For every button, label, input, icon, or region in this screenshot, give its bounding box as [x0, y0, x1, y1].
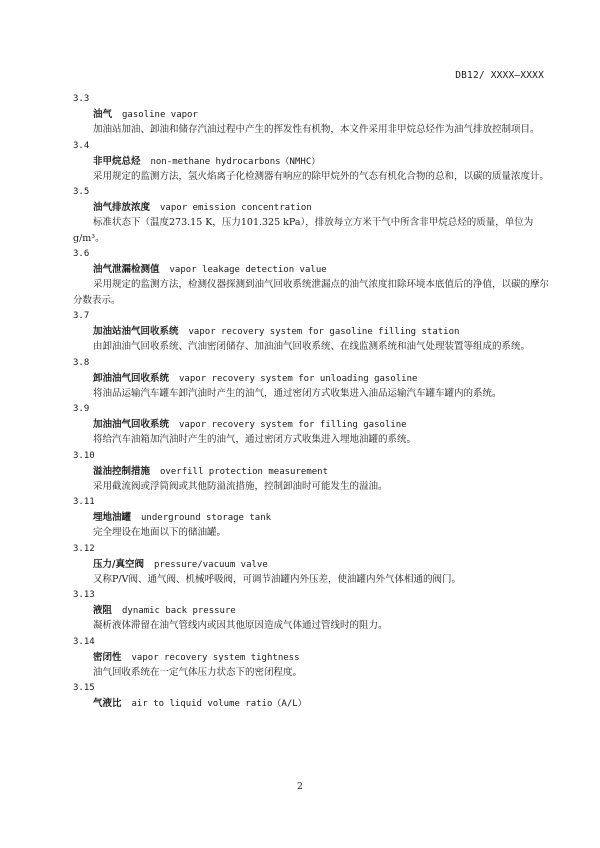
term-definition: 采用规定的监测方法，氢火焰离子化检测器有响应的除甲烷外的气态有机化合物的总和，以碳的质量浓度计。 [93, 170, 550, 182]
term-line [73, 417, 553, 432]
clause-number: 3.11 [73, 497, 95, 507]
term-english: overfill protection measurement [160, 466, 328, 477]
term-chinese: 液阻 [93, 605, 113, 616]
term-definition: 由卸油油气回收系统、汽油密闭储存、加油油气回收系统、在线监测系统和油气处理装置等组成的系统。 [93, 341, 531, 352]
clause-number: 3.10 [73, 450, 95, 461]
term-definition: 加油站加油、卸油和储存汽油过程中产生的挥发性有机物，本文件采用非甲烷总烃作为油气排放控制项目。 [93, 124, 540, 135]
term-english: non-methane hydrocarbons（NMHC） [150, 156, 321, 167]
definition-entry [73, 139, 553, 185]
definitions-section [73, 92, 553, 711]
term-chinese: 油气泄漏检测值 [93, 264, 160, 275]
definition-entry [73, 635, 553, 681]
clause-number: 3.13 [73, 590, 95, 600]
term-definition: 完全埋设在地面以下的储油罐。 [93, 527, 227, 538]
term-line [73, 324, 553, 339]
term-line [73, 154, 553, 169]
page-number: 2 [297, 782, 303, 792]
clause-number: 3.14 [73, 636, 95, 647]
term-line [73, 650, 553, 665]
term-english: vapor recovery system for filling gasoline [179, 420, 407, 430]
term-definition: 采用截流阀或浮筒阀或其他防溢流措施，控制卸油时可能发生的溢油。 [93, 480, 388, 492]
term-definition: 将给汽车油箱加汽油时产生的油气，通过密闭方式收集进入埋地油罐的系统。 [93, 434, 417, 445]
term-definition: 凝析液体滞留在油气管线内或因其他原因造成气体通过管线时的阻力。 [93, 620, 388, 631]
term-english: vapor recovery system for unloading gasoline [179, 373, 418, 384]
term-chinese: 加油油气回收系统 [93, 419, 170, 430]
term-chinese: 埋地油罐 [93, 512, 132, 523]
term-chinese: 气液比 [93, 698, 122, 709]
clause-number: 3.4 [73, 140, 90, 151]
clause-number: 3.8 [73, 357, 90, 368]
definition-entry [73, 185, 553, 246]
term-line [73, 107, 553, 122]
term-line [73, 603, 553, 618]
clause-number: 3.15 [73, 683, 95, 693]
term-line [73, 371, 553, 386]
term-line [73, 464, 553, 479]
definition-entry [73, 449, 553, 495]
term-definition: 又称P/V阀、通气阀、机械呼吸阀，可调节油罐内外压差，使油罐内外气体相通的阀门。 [93, 573, 461, 585]
term-chinese: 压力/真空阀 [93, 558, 144, 570]
term-english: dynamic back pressure [122, 606, 236, 616]
definition-entry [73, 402, 553, 448]
term-line [73, 262, 553, 277]
definition-entry [73, 588, 553, 634]
clause-number: 3.12 [73, 543, 95, 554]
term-english: vapor emission concentration [160, 203, 312, 213]
term-english: vapor recovery system tightness [131, 652, 300, 663]
term-line [73, 696, 553, 711]
definition-entry [73, 495, 553, 541]
term-english: pressure/vacuum valve [153, 559, 268, 570]
term-chinese: 非甲烷总烃 [93, 155, 141, 167]
clause-number: 3.9 [73, 404, 90, 414]
term-english: vapor recovery system for gasoline filling station [188, 327, 460, 337]
term-line [73, 200, 553, 215]
term-definition: 油气回收系统在一定气体压力状态下的密闭程度。 [93, 666, 303, 678]
term-chinese: 加油站油气回收系统 [93, 326, 179, 337]
definition-entry [73, 681, 553, 711]
definition-entry [73, 542, 553, 588]
clause-number: 3.6 [73, 249, 90, 259]
term-chinese: 密闭性 [93, 651, 122, 663]
document-code-header: DB12/ XXXX—XXXX [455, 70, 544, 81]
term-line [73, 557, 553, 572]
term-chinese: 卸油油气回收系统 [93, 372, 170, 384]
term-chinese: 油气 [93, 109, 113, 120]
term-english: air to liquid volume ratio（A/L） [131, 699, 307, 709]
term-chinese: 溢油控制措施 [93, 465, 151, 477]
term-chinese: 油气排放浓度 [93, 202, 151, 213]
term-line [73, 510, 553, 525]
term-definition: 将油品运输汽车罐车卸汽油时产生的油气，通过密闭方式收集进入油品运输汽车罐车罐内的系统。 [93, 387, 502, 399]
term-definition: 采用规定的监测方法，检测仪器探测到油气回收系统泄漏点的油气浓度扣除环境本底值后的净值，以碳的摩尔分数表示。 [73, 279, 550, 306]
term-english: vapor leakage detection value [169, 265, 327, 275]
definition-entry [73, 247, 553, 308]
term-english: underground storage tank [141, 513, 272, 523]
definition-entry [73, 356, 553, 402]
definition-entry [73, 309, 553, 355]
clause-number: 3.5 [73, 187, 90, 197]
term-definition: 标准状态下（温度273.15 K，压力101.325 kPa），排放每立方米干气中所含非甲烷总烃的质量，单位为g/m³。 [73, 217, 534, 244]
definition-entry [73, 92, 553, 138]
term-english: gasoline vapor [122, 110, 198, 120]
clause-number: 3.3 [73, 94, 90, 104]
clause-number: 3.7 [73, 311, 90, 321]
